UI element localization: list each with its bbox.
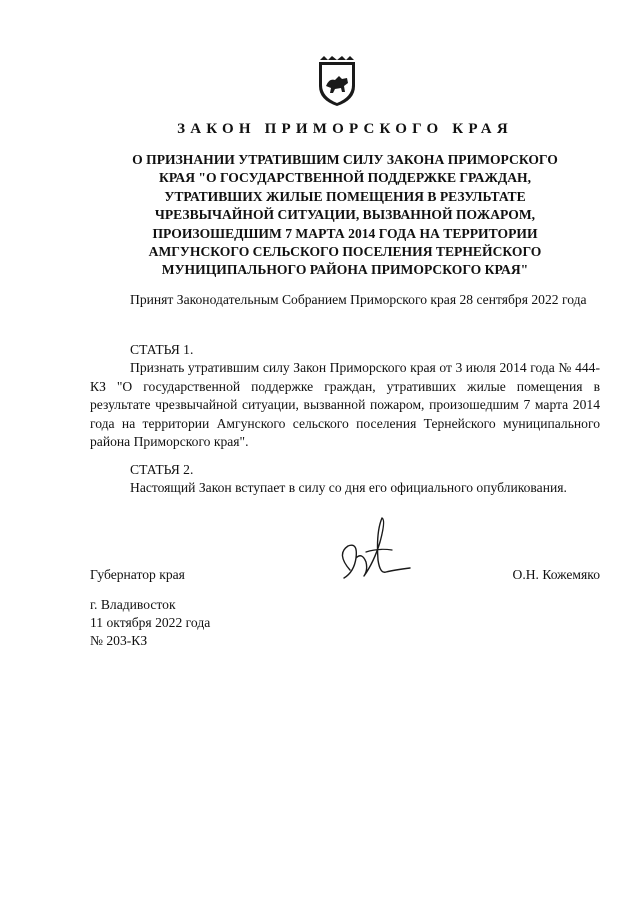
adoption-statement: Принят Законодательным Собранием Приморского края 28 сентября 2022 года bbox=[130, 292, 587, 307]
signatory-position: Губернатор края bbox=[90, 567, 185, 582]
law-heading: ЗАКОН ПРИМОРСКОГО КРАЯ bbox=[177, 121, 513, 137]
article-1-text: Признать утратившим силу Закон Приморского края от 3 июля 2014 года № 444-КЗ "О государственной поддержке граждан, утративших жилые помещения в результате чрезвычайной ситуации, вызванной пожаром, произошедшим 7 марта 2014 года на территории Амгунского сельского поселения Тернейского муниципального района Приморского края". bbox=[90, 360, 600, 450]
footer-number: № 203-КЗ bbox=[90, 633, 148, 648]
law-title-line: ЧРЕЗВЫЧАЙНОЙ СИТУАЦИИ, ВЫЗВАННОЙ ПОЖАРОМ, bbox=[154, 207, 536, 223]
handwritten-signature bbox=[330, 512, 414, 594]
law-title-line: УТРАТИВШИХ ЖИЛЫЕ ПОМЕЩЕНИЯ В РЕЗУЛЬТАТЕ bbox=[164, 188, 526, 204]
article-2-text: Настоящий Закон вступает в силу со дня его официального опубликования. bbox=[130, 480, 567, 495]
law-title bbox=[90, 151, 600, 280]
coat-of-arms-icon bbox=[315, 56, 359, 108]
signatory-name: О.Н. Кожемяко bbox=[512, 567, 600, 582]
law-title-line: МУНИЦИПАЛЬНОГО РАЙОНА ПРИМОРСКОГО КРАЯ" bbox=[161, 262, 529, 278]
footer-date: 11 октября 2022 года bbox=[90, 615, 211, 630]
article-1-label: СТАТЬЯ 1. bbox=[130, 342, 194, 357]
article-2-label: СТАТЬЯ 2. bbox=[130, 462, 194, 477]
law-title-line: О ПРИЗНАНИИ УТРАТИВШИМ СИЛУ ЗАКОНА ПРИМОРСКОГО bbox=[132, 152, 558, 167]
law-title-line: ПРОИЗОШЕДШИМ 7 МАРТА 2014 ГОДА НА ТЕРРИТОРИИ bbox=[152, 225, 538, 241]
law-title-line: АМГУНСКОГО СЕЛЬСКОГО ПОСЕЛЕНИЯ ТЕРНЕЙСКОГО bbox=[148, 244, 542, 260]
footer-city: г. Владивосток bbox=[90, 597, 176, 612]
law-title-line: КРАЯ "О ГОСУДАРСТВЕННОЙ ПОДДЕРЖКЕ ГРАЖДАН, bbox=[158, 170, 532, 186]
